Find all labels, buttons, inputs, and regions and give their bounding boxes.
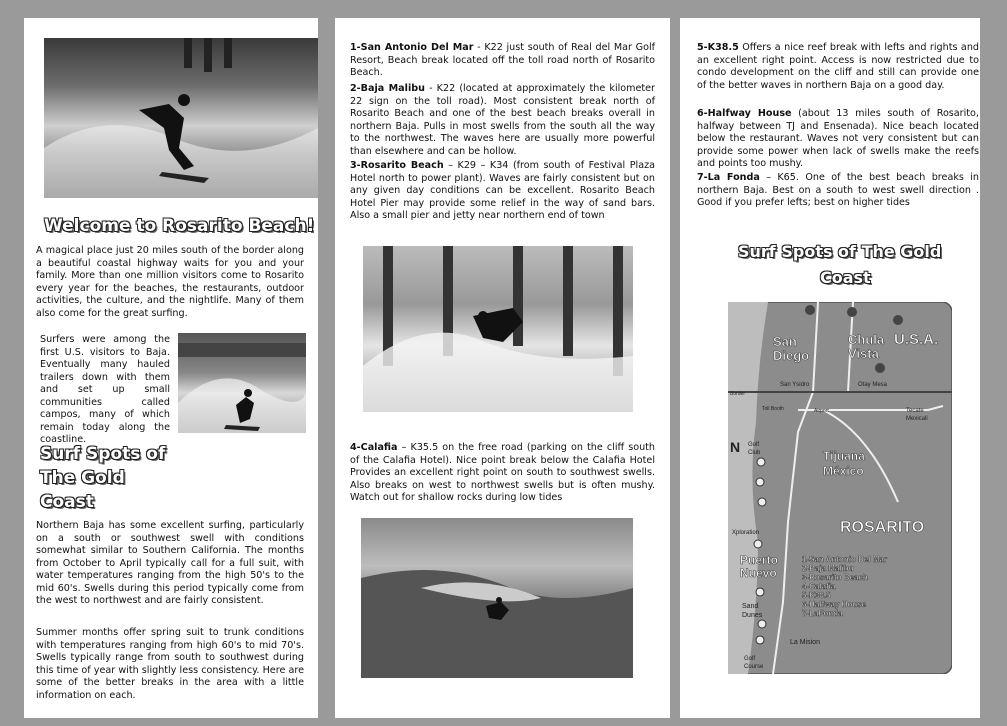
- pier-surfer-silhouette: [363, 246, 633, 412]
- spot-5-text: Offers a nice reef break with lefts and rights and an excellent right point. Access is now restricted due to condo development on the cliff and still can provide one of the better waves in northern Baja on a good day.: [697, 42, 979, 91]
- map-legend-item: 5-K38.5: [802, 591, 831, 600]
- spot-6-text: (about 13 miles south of Rosarito, halfway between TJ and Ensenada). Nice beach located below the restaurant. Waves not very consistent but can provide some power when lack of swells make the reefs and points too mushy.: [697, 108, 979, 169]
- spot-7-paragraph: [697, 172, 979, 210]
- spot-6-name: 6-Halfway House: [697, 108, 792, 119]
- surf-spots-map: [728, 302, 952, 674]
- spot-2-paragraph: [350, 83, 655, 158]
- panel-left: [0, 0, 335, 726]
- northern-baja-paragraph: Northern Baja has some excellent surfing, particularly on a south or southwest swell with conditions somewhat similar to Southern California. The months from October to April typically call for a full suit, with water temperatures ranging from the high 50's to the mid 60's. Swells during this period typically come from the west to northwest and are fairly consistent.: [36, 520, 304, 606]
- spot-2-text: - K22 (located at approximately the kilometer 22 sign on the toll road). Most consistent break north of Rosarito Beach and one of the best beach breaks overall in northern Baja. Pulls in most swells from the south all the way to the northwest. The waves here are usually more powerful than elsewhere and can be hollow.: [350, 83, 655, 157]
- spot-7-text: – K65. One of the best beach breaks in northern Baja. Best on a south to west swell direction . Good if you prefer lefts; best on higher tides: [697, 172, 979, 208]
- spot-1-name: 1-San Antonio Del Mar: [350, 42, 474, 53]
- barrel-wave-photo: [361, 518, 633, 678]
- spot-3-paragraph: [350, 160, 655, 223]
- map-label-rosarito: ROSARITO: [840, 519, 925, 536]
- surfer-silhouette-middle: [178, 333, 306, 433]
- map-legend-item: 1-San Antonio Del Mar: [802, 555, 888, 564]
- map-label-golf-course-2: Course: [744, 664, 764, 670]
- spot-7-name: 7-La Fonda: [697, 172, 760, 183]
- map-title-line-2: Coast: [820, 268, 871, 287]
- map-label-toll-booth: Toll Booth: [762, 406, 784, 412]
- map-label-la-mision: La Mision: [790, 639, 820, 646]
- map-label-tecate: Tecate: [906, 408, 924, 414]
- spot-3-text: – K29 – K34 (from south of Festival Plaza Hotel north to power plant). Waves are fairly consistent but on any given day conditions can be excellent. Rosarito Beach Hotel Pier may provide some relief in the way of sand bars. Also a small pier and jetty near northern end of town: [350, 160, 655, 221]
- map-legend-item: 4-Calafia: [802, 582, 836, 591]
- map-label-tijuana: Tijuana: [823, 449, 865, 463]
- spot-5-name: 5-K38.5: [697, 42, 739, 53]
- map-label-dunes: Dunes: [742, 612, 763, 619]
- map-legend-item: 2-Baja Malibu: [802, 564, 854, 573]
- surf-spots-title-left-2: The Gold: [40, 468, 125, 488]
- map-label-san-diego-1: San: [773, 334, 797, 349]
- surf-spots-title-left-3: Coast: [40, 492, 94, 512]
- map-label-xploration: Xploration: [732, 530, 760, 536]
- map-label-san-ysidro: San Ysidro: [780, 382, 810, 388]
- map-label-nuevo: Nuevo: [740, 566, 777, 580]
- map-label-chula-vista-1: Chula: [848, 332, 885, 347]
- map-north-arrow: N: [730, 439, 741, 455]
- spot-6-paragraph: [697, 108, 979, 171]
- map-legend-item: 7-LaFonda: [802, 609, 843, 618]
- map-label-puerto: Puerto: [740, 553, 779, 567]
- map-legend-item: 3-Rosarito Beach: [802, 573, 868, 582]
- panel-middle: [335, 0, 670, 726]
- spot-2-name: 2-Baja Malibu: [350, 83, 425, 94]
- spot-4-name: 4-Calafia: [350, 442, 398, 453]
- surfer-silhouette-top: [44, 38, 318, 198]
- map-label-border: Border: [730, 391, 746, 397]
- spot-5-paragraph: [697, 42, 979, 92]
- spot-1-text: - K22 just south of Real del Mar Golf Resort, Beach break located off the toll road north of Rosarito Beach.: [350, 42, 655, 78]
- map-label-golf-club-2: Club: [748, 450, 761, 456]
- map-label-chula-vista-2: Vista: [848, 346, 879, 361]
- map-label-san-diego-2: Diego: [773, 348, 810, 363]
- surfer-photo-top: [44, 38, 318, 198]
- map-label-airport: Airport: [814, 408, 829, 414]
- barrel-surfer-silhouette: [361, 518, 633, 678]
- pier-surfer-photo: [363, 246, 633, 412]
- welcome-title: Welcome to Rosarito Beach!: [44, 216, 315, 236]
- map-label-mexico: México: [823, 464, 864, 478]
- spot-4-paragraph: [350, 442, 655, 505]
- surfers-paragraph: Surfers were among the first U.S. visitors to Baja. Eventually many hauled trailers down with them and set up small communities called campos, many of which remain today along the coastline.: [40, 334, 170, 445]
- spot-3-name: 3-Rosarito Beach: [350, 160, 444, 171]
- spot-1-paragraph: [350, 42, 655, 80]
- panel-right: [670, 0, 1007, 726]
- map-title-line-1: Surf Spots of The Gold: [738, 242, 942, 261]
- map-label-mexicali: Mexicali: [906, 416, 928, 422]
- surf-spots-title-left-1: Surf Spots of: [40, 444, 166, 464]
- map-label-usa: U.S.A.: [894, 331, 939, 348]
- map-label-golf-course-1: Golf: [744, 656, 756, 662]
- surfer-photo-middle: [178, 333, 306, 433]
- map-legend-item: 6-Halfway House: [802, 600, 867, 609]
- spot-4-text: – K35.5 on the free road (parking on the cliff south of the Calafia Hotel). Nice point break below the Calafia Hotel Provides an excellent right point on south to southwest swells. Also breaks on west to northwest swells but is often mushy. Watch out for shallow rocks during low tides: [350, 442, 655, 503]
- intro-paragraph: A magical place just 20 miles south of the border along a beautiful coastal highway waits for you and your family. More than one million visitors come to Rosarito every year for the beaches, the restaurants, outdoor activities, the culture, and the nightlife. Many of them also come for the great surfing.: [36, 245, 304, 319]
- summer-paragraph: Summer months offer spring suit to trunk conditions with temperatures ranging from high 60's to mid 70's. Swells typically range from south to southwest during this time of year with slightly less consistency. Here are some of the better breaks in the area with a little information on each.: [36, 627, 304, 701]
- map-label-otay-mesa: Otay Mesa: [858, 382, 888, 388]
- map-label-sand: Sand: [742, 603, 759, 610]
- map-label-golf-club-1: Golf: [748, 442, 760, 448]
